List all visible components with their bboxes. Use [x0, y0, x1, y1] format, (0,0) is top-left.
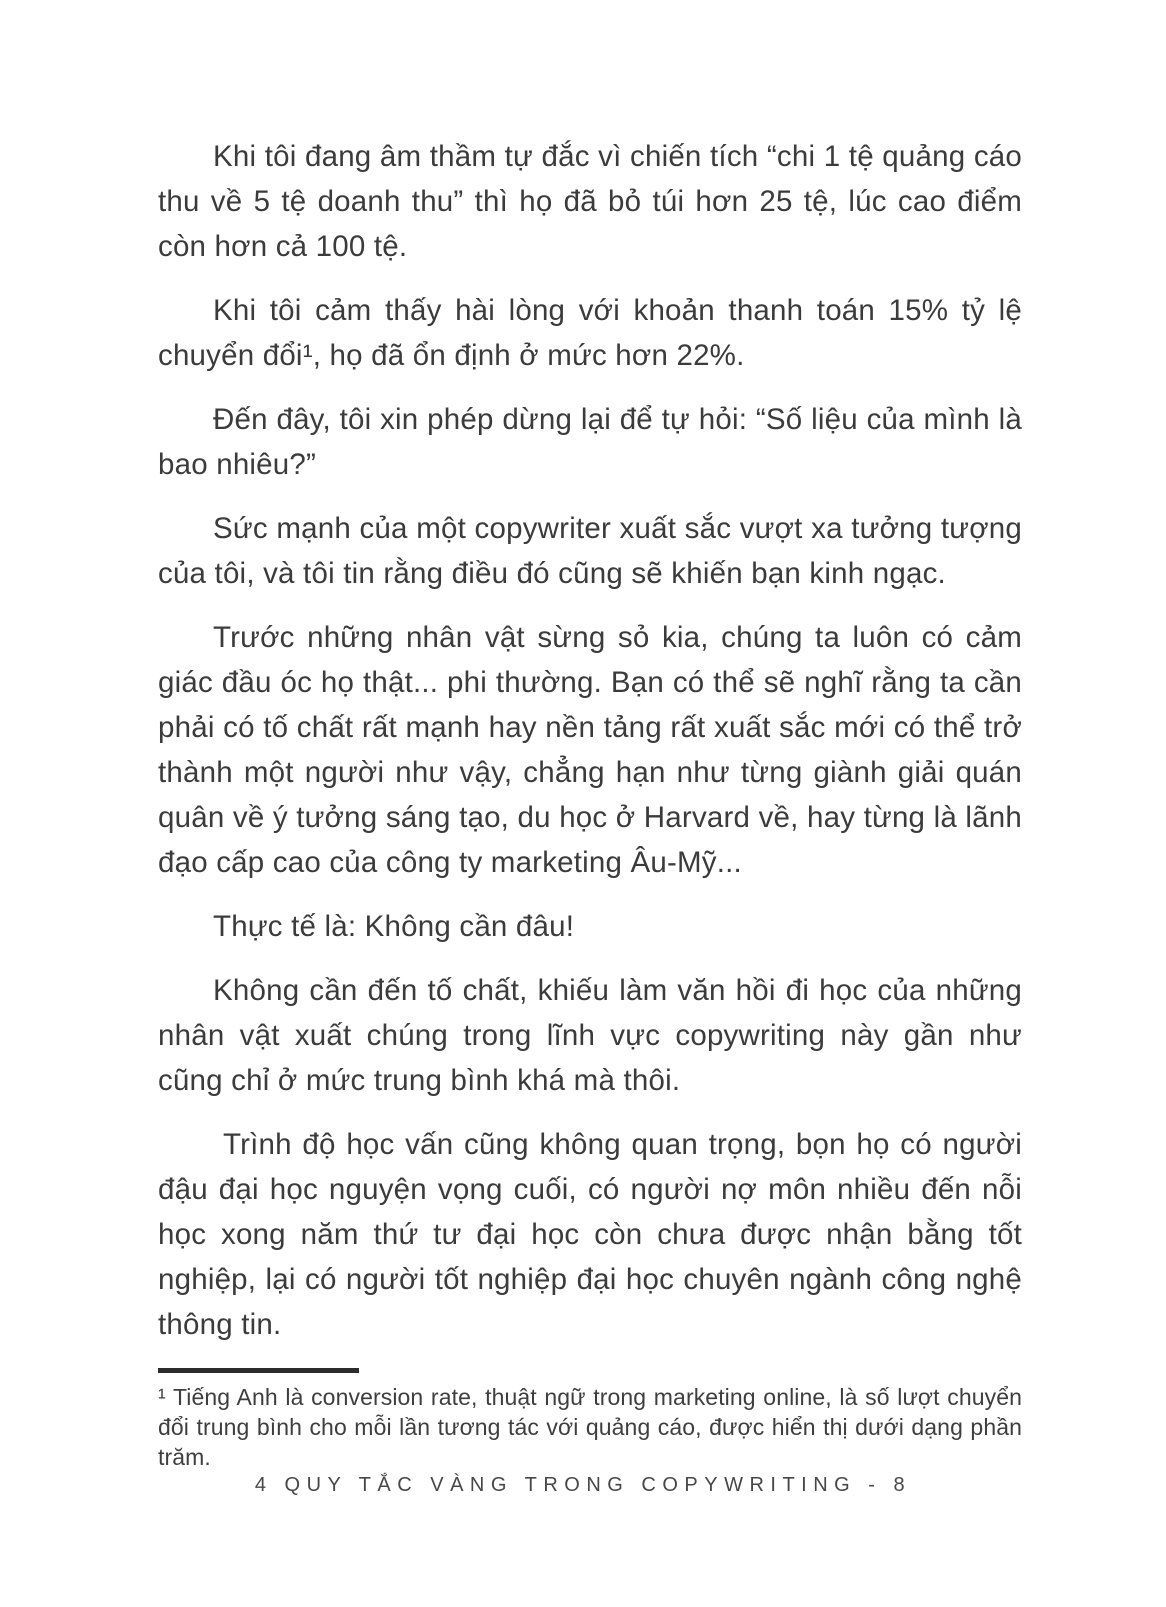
footnote: [158, 1382, 1022, 1472]
paragraph-5: Trước những nhân vật sừng sỏ kia, chúng ta luôn có cảm giác đầu óc họ thật... phi thường. Bạn có thể sẽ nghĩ rằng ta cần phải có tố chất rất mạnh hay nền tảng rất xuất sắc mới có thể trở thành một người như vậy, chẳng hạn như từng giành giải quán quân về ý tưởng sáng tạo, du học ở Harvard về, hay từng là lãnh đạo cấp cao của công ty marketing Âu-Mỹ...: [158, 621, 1022, 879]
paragraph-2: Khi tôi cảm thấy hài lòng với khoản thanh toán 15% tỷ lệ chuyển đổi¹, họ đã ổn định ở mức hơn 22%.: [158, 294, 1022, 372]
footnote-text: Tiếng Anh là conversion rate, thuật ngữ trong marketing online, là số lượt chuyển đổi trung bình cho mỗi lần tương tác với quảng cáo, được hiển thị dưới dạng phần trăm.: [158, 1384, 1022, 1470]
paragraph-1: Khi tôi đang âm thầm tự đắc vì chiến tích “chi 1 tệ quảng cáo thu về 5 tệ doanh thu” thì họ đã bỏ túi hơn 25 tệ, lúc cao điểm còn hơn cả 100 tệ.: [158, 140, 1022, 263]
paragraph-7: Không cần đến tố chất, khiếu làm văn hồi đi học của những nhân vật xuất chúng trong lĩnh vực copywriting này gần như cũng chỉ ở mức trung bình khá mà thôi.: [158, 974, 1022, 1097]
footnote-divider: [158, 1368, 359, 1373]
paragraph-3: Đến đây, tôi xin phép dừng lại để tự hỏi: “Số liệu của mình là bao nhiêu?”: [158, 403, 1022, 481]
page-content: [158, 134, 1022, 1472]
paragraph-6: Thực tế là: Không cần đâu!: [213, 910, 575, 943]
running-footer: 4 QUY TẮC VÀNG TRONG COPYWRITING - 8: [254, 1474, 912, 1496]
footnote-marker: ¹: [158, 1384, 166, 1410]
paragraph-8: Trình độ học vấn cũng không quan trọng, bọn họ có người đậu đại học nguyện vọng cuối, có người nợ môn nhiều đến nỗi học xong năm thứ tư đại học còn chưa được nhận bằng tốt nghiệp, lại có người tốt nghiệp đại học chuyên ngành công nghệ thông tin.: [158, 1128, 1022, 1341]
paragraph-4: Sức mạnh của một copywriter xuất sắc vượt xa tưởng tượng của tôi, và tôi tin rằng điều đó cũng sẽ khiến bạn kinh ngạc.: [158, 512, 1022, 590]
